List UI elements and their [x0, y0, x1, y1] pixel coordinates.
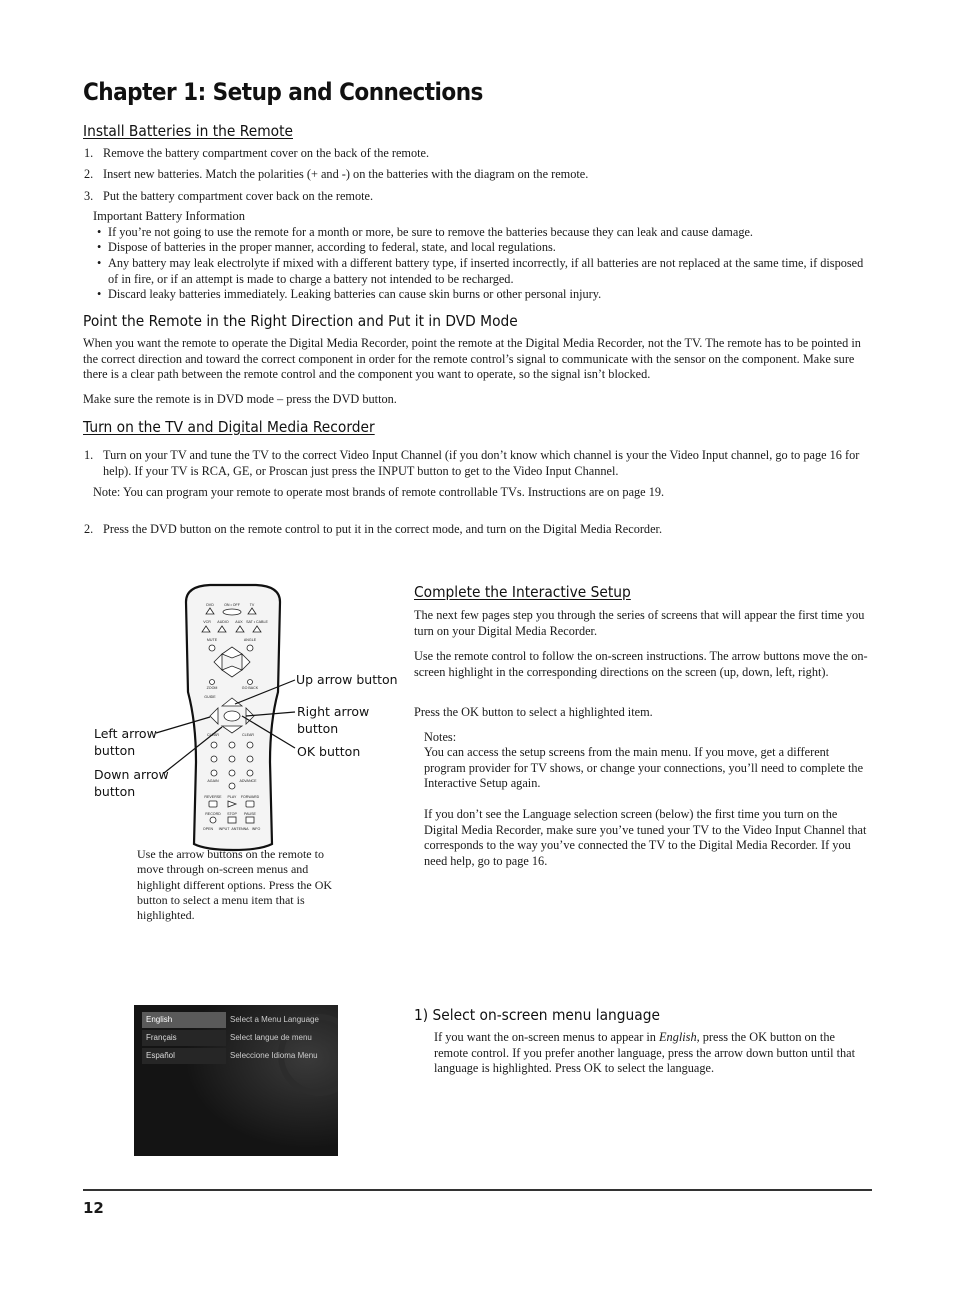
battery-info-2: Dispose of batteries in the proper manner, according to federal, state, and local regulations. — [108, 240, 556, 254]
step-number: 1. — [84, 146, 94, 160]
ok-leader — [242, 716, 295, 748]
interactive-para-3: Press the OK button to select a highlighted item. — [414, 705, 653, 719]
battery-step-2: Insert new batteries. Match the polarities (+ and -) on the batteries with the diagram on the remote. — [103, 167, 589, 181]
stop-button[interactable] — [228, 817, 236, 823]
battery-info-3: Any battery may leak electrolyte if mixed with a different battery type, if inserted incorrectly, if all batteries are not replaced at the same time, if disposed of in fire, or if an attempt is made to charge a battery not intended to be recharged. — [108, 256, 864, 286]
turnon-step-1: Turn on your TV and tune the TV to the correct Video Input Channel (if you don’t know which channel is your the Video Input channel, go to page 16 for help). If your TV is RCA, GE, or Proscan just press the INPUT button to get to the Video Input Channel. — [103, 448, 860, 478]
point-paragraph: When you want the remote to operate the Digital Media Recorder, point the remote at the Digital Media Recorder, not the TV. The remote has to be pointed in the correct direction and toward the correct component in order for the remote control’s signal to communicate with the sensor on the component. Make sure there is a clear path between the remote control and the component you want to operate, so the signal isn’t blocked. — [83, 336, 861, 381]
interactive-para-2: Use the remote control to follow the on-screen instructions. The arrow buttons move the on-screen highlight in the corresponding directions on the screen (up, down, left, right). — [414, 649, 868, 679]
remote-label: DVD — [206, 603, 214, 607]
remote-label: ZOOM — [206, 686, 218, 690]
note-2: If you don’t see the Language selection screen (below) the first time you turn on the Digital Media Recorder, make sure you’ve tuned your TV to the Video Input Channel that corresponds to the way you’ve connected the TV to the Digital Media Recorder. If you need help, go to page 16. — [424, 807, 867, 868]
record-button[interactable] — [210, 817, 216, 823]
turnon-step-2: Press the DVD button on the remote control to put it in the correct mode, and turn on the Digital Media Recorder. — [103, 522, 663, 536]
remote-label: AUX — [235, 620, 243, 624]
remote-label: TV — [249, 603, 255, 607]
remote-label: ADVANCE — [239, 779, 257, 783]
up-arrow-leader — [235, 680, 295, 704]
remote-label: PAUSE — [244, 812, 256, 816]
remote-label: INPUT — [218, 827, 230, 831]
battery-step-1: Remove the battery compartment cover on the back of the remote. — [103, 146, 430, 160]
remote-label: STOP — [227, 812, 237, 816]
remote-label: AUDIO — [217, 620, 229, 624]
language-para-start: If you want the on-screen menus to appear in — [434, 1030, 660, 1044]
page-number: 12 — [83, 1199, 104, 1217]
remote-label: CLEAR — [207, 733, 219, 737]
bullet: • — [97, 287, 102, 301]
menu-item-espanol[interactable]: Español — [142, 1048, 226, 1064]
remote-label: REVERSE — [204, 795, 222, 799]
remote-caption: Use the arrow buttons on the remote to move through on-screen menus and highlight different options. Press the OK button to select a menu item that is highlighted. — [137, 847, 333, 923]
battery-step-3: Put the battery compartment cover back on the remote. — [103, 189, 374, 203]
interactive-para-1: The next few pages step you through the series of screens that will appear the first time you turn on your Digital Media Recorder. — [414, 608, 865, 638]
step-number: 2. — [84, 167, 94, 181]
menu-item-francais[interactable]: Français — [142, 1030, 226, 1046]
language-menu-screenshot — [134, 1005, 338, 1156]
remote-label: AGAIN — [207, 779, 219, 783]
down-arrow-leader — [164, 727, 222, 773]
remote-label: MUTE — [206, 638, 218, 642]
footer-rule — [83, 1189, 872, 1191]
step-number: 3. — [84, 189, 94, 203]
callout-ok: OK button — [297, 744, 361, 759]
remote-label: ON • OFF — [224, 603, 240, 607]
turnon-heading: Turn on the TV and Digital Media Recorder — [83, 418, 375, 436]
mute-button[interactable] — [209, 645, 215, 651]
remote-label: GUIDE — [204, 695, 216, 699]
menu-prompt-spanish: Seleccione Idioma Menu — [230, 1051, 318, 1060]
interactive-heading: Complete the Interactive Setup — [414, 583, 631, 601]
callout-down-arrow: Down arrow button — [94, 767, 169, 799]
notes-title: Notes: — [424, 730, 457, 744]
remote-label: ANTENNA — [231, 827, 249, 831]
note-1: You can access the setup screens from the main menu. If you move, get a different program provider for TV shows, or change your connections, you’ll need to complete the Interactive Setup again. — [424, 745, 864, 790]
right-arrow-leader — [246, 712, 295, 716]
bullet: • — [97, 256, 102, 270]
remote-label: CLEAR — [242, 733, 254, 737]
reverse-button[interactable] — [209, 801, 217, 807]
battery-info-4: Discard leaky batteries immediately. Leaking batteries can cause skin burns or other personal injury. — [108, 287, 602, 301]
pause-button[interactable] — [246, 817, 254, 823]
menu-item-english[interactable]: English — [142, 1012, 226, 1028]
language-heading: 1) Select on-screen menu language — [414, 1006, 661, 1024]
remote-label: INFO — [251, 827, 261, 831]
digit-button[interactable] — [229, 783, 235, 789]
battery-info-title: Important Battery Information — [93, 209, 246, 223]
step-number: 2. — [84, 522, 94, 536]
forward-button[interactable] — [246, 801, 254, 807]
menu-prompt-english: Select a Menu Language — [230, 1015, 319, 1024]
point-heading: Point the Remote in the Right Direction and Put it in DVD Mode — [83, 312, 518, 330]
remote-label: VCR — [203, 620, 211, 624]
left-arrow-leader — [156, 717, 210, 733]
bullet: • — [97, 225, 102, 239]
remote-label: ANGLE — [243, 638, 257, 642]
callout-lines — [150, 675, 300, 775]
menu-prompt-french: Select langue de menu — [230, 1033, 312, 1042]
remote-label: GO BACK — [241, 686, 259, 690]
turnon-note: Note: You can program your remote to operate most brands of remote controllable TVs. Instructions are on page 19. — [93, 485, 665, 499]
language-para-end: press the OK button on the remote control. If you prefer another language, press the arrow down button until that language is highlighted. Press OK to select the language. — [434, 1030, 856, 1075]
dvd-mode-paragraph: Make sure the remote is in DVD mode – press the DVD button. — [83, 392, 397, 406]
battery-info-1: If you’re not going to use the remote for a month or more, be sure to remove the batteries because they can leak and cause damage. — [108, 225, 753, 239]
remote-label: FORWARD — [240, 795, 260, 799]
remote-label: SAT • CABLE — [246, 620, 268, 624]
step-number: 1. — [84, 448, 94, 462]
language-paragraph — [434, 1030, 870, 1077]
remote-label: RECORD — [205, 812, 221, 816]
chapter-title: Chapter 1: Setup and Connections — [83, 78, 483, 106]
callout-up-arrow: Up arrow button — [296, 672, 398, 687]
language-para-emphasis: English, — [659, 1030, 700, 1044]
remote-label: OPEN — [202, 827, 214, 831]
bullet: • — [97, 240, 102, 254]
callout-right-arrow: Right arrow button — [297, 704, 370, 736]
batteries-heading: Install Batteries in the Remote — [83, 122, 293, 140]
angle-button[interactable] — [247, 645, 253, 651]
callout-left-arrow: Left arrow button — [94, 726, 157, 758]
remote-label: PLAY — [227, 795, 237, 799]
power-button[interactable] — [223, 609, 241, 615]
